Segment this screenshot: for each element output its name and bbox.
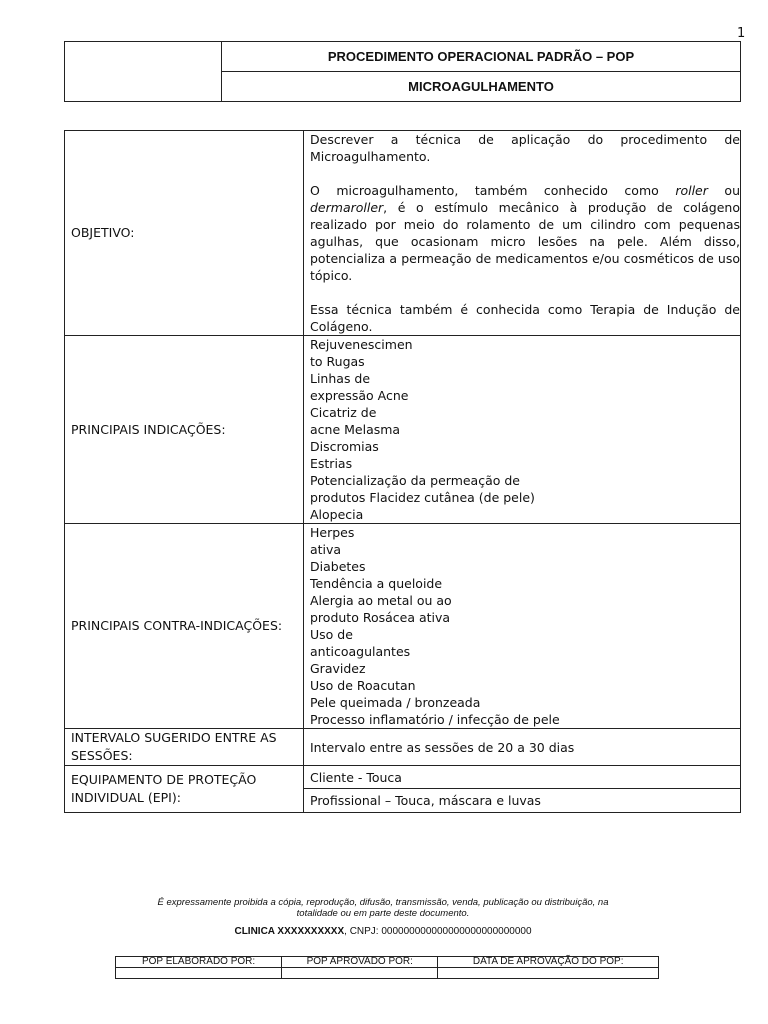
list-item: Diabetes [310, 559, 366, 574]
epi-cliente: Cliente - Touca [304, 766, 741, 789]
copyright-notice: É expressamente proibida a cópia, reprodução, difusão, transmissão, venda, publicação ou distribuição, na totalidade ou em parte deste documento. [157, 897, 609, 919]
document-header [64, 41, 741, 102]
elaborado-field [116, 968, 282, 979]
list-item: expressão Acne [310, 388, 409, 403]
row-intervalo [65, 729, 741, 766]
list-item: Estrias [310, 456, 353, 471]
list-item: Cicatriz de [310, 405, 377, 420]
aprovado-field [282, 968, 438, 979]
aprovado-header: POP APROVADO POR: [282, 957, 438, 968]
company-cnpj: , CNPJ: 000000000000000000000000000 [344, 926, 532, 937]
intervalo-value: Intervalo entre as sessões de 20 a 30 dias [304, 729, 741, 766]
logo-placeholder [65, 42, 222, 102]
list-item: Linhas de [310, 371, 371, 386]
row-epi-cliente [65, 766, 741, 789]
list-item: acne Melasma [310, 422, 401, 437]
list-item: produtos Flacidez cutânea (de pele) [310, 490, 535, 505]
objetivo-paragraph-1: Descrever a técnica de aplicação do procedimento de Microagulhamento. [310, 132, 740, 164]
page-number: 1 [737, 26, 746, 41]
objetivo-paragraph-3: Essa técnica também é conhecida como Terapia de Indução de Colágeno. [310, 302, 740, 334]
list-item: Alergia ao metal ou ao [310, 593, 452, 608]
list-item: Tendência a queloide [310, 576, 443, 591]
intervalo-label: INTERVALO SUGERIDO ENTRE AS SESSÕES: [65, 729, 304, 766]
list-item: Rejuvenescimen [310, 337, 413, 352]
list-item: Processo inflamatório / infecção de pele [310, 712, 560, 727]
list-item: anticoagulantes [310, 644, 411, 659]
objetivo-value [304, 131, 741, 336]
list-item: Herpes [310, 525, 355, 540]
company-line [150, 926, 616, 937]
objetivo-label: OBJETIVO: [65, 131, 304, 336]
row-contra-indicacoes [65, 524, 741, 729]
list-item: Alopecia [310, 507, 364, 522]
list-item: Gravidez [310, 661, 366, 676]
list-item: Pele queimada / bronzeada [310, 695, 481, 710]
list-item: produto Rosácea ativa [310, 610, 451, 625]
list-item: to Rugas [310, 354, 365, 369]
contra-list [304, 524, 741, 729]
indicacoes-list [304, 336, 741, 524]
document-subtitle: MICROAGULHAMENTO [222, 72, 741, 102]
elaborado-header: POP ELABORADO POR: [116, 957, 282, 968]
list-item: Uso de [310, 627, 353, 642]
row-objetivo [65, 131, 741, 336]
document-title: PROCEDIMENTO OPERACIONAL PADRÃO – POP [222, 42, 741, 72]
list-item: ativa [310, 542, 342, 557]
company-name: CLINICA XXXXXXXXXX [234, 926, 345, 937]
list-item: Uso de Roacutan [310, 678, 416, 693]
list-item: Potencialização da permeação de [310, 473, 520, 488]
row-indicacoes [65, 336, 741, 524]
indicacoes-label: PRINCIPAIS INDICAÇÕES: [65, 336, 304, 524]
epi-profissional: Profissional – Touca, máscara e luvas [304, 789, 741, 813]
contra-label: PRINCIPAIS CONTRA-INDICAÇÕES: [65, 524, 304, 729]
data-aprovacao-header: DATA DE APROVAÇÃO DO POP: [438, 957, 659, 968]
data-aprovacao-field [438, 968, 659, 979]
signature-table [115, 956, 659, 979]
list-item: Discromias [310, 439, 379, 454]
procedure-table [64, 130, 741, 813]
objetivo-paragraph-2: O microagulhamento, também conhecido como roller ou dermaroller, é o estímulo mecânico à produção de colágeno realizado por meio do rolamento de um cilindro com pequenas agulhas, que ocasionam micro lesões na pele. Além disso, potencializa a permeação de medicamentos e/ou cosméticos de uso tópico. [310, 183, 740, 283]
epi-label: EQUIPAMENTO DE PROTEÇÃO INDIVIDUAL (EPI): [65, 766, 304, 813]
